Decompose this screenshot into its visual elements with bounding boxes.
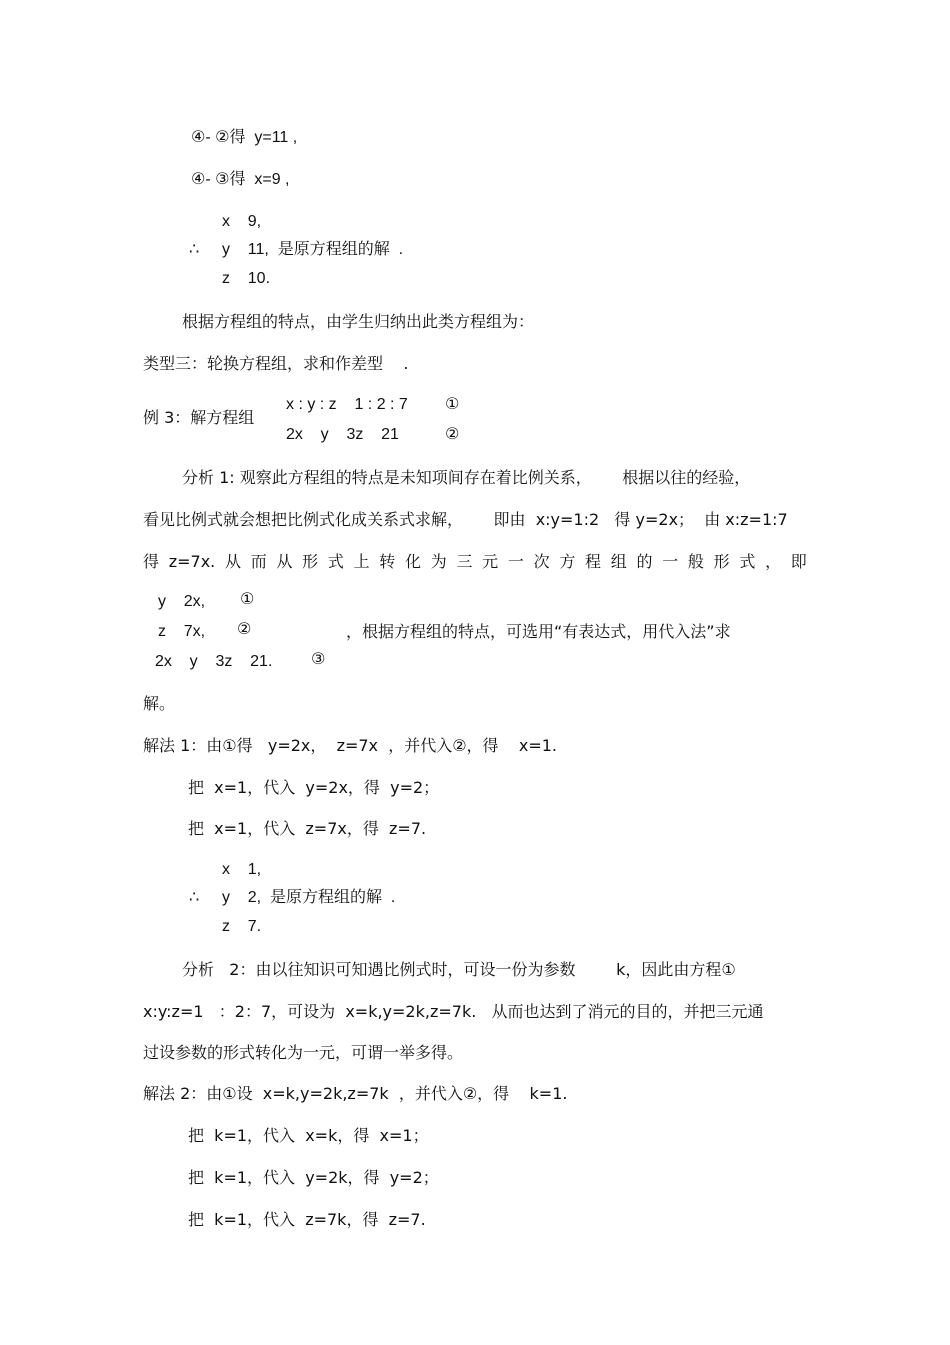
word: 从 [276,552,293,571]
analysis-line: x:y:z=1 ：2：7，可设为 x=k,y=2k,z=7k. 从而也达到了消元的目的，并把三元通 [143,1002,764,1021]
word: ， [765,552,782,571]
word: 形 [713,552,730,571]
solution-z: z 7. [222,918,262,935]
solution-heading: 解法 1：由①得 y=2x， z=7x ，并代入②，得 x=1. [143,736,558,755]
solution-y: y 2, 是原方程组的解 . [222,889,396,906]
equation-line: ④- ②得 y=11 , [191,129,298,146]
word: 一 [507,552,524,571]
equation-mark: ① [445,396,460,413]
therefore-symbol: ∴ [189,241,200,258]
word: 上 [353,552,370,571]
analysis-line: 过设参数的形式转化为一元，可谓一举多得。 [143,1043,464,1062]
word: 即 [790,552,807,571]
solution-step: 把 x=1，代入 y=2x，得 y=2； [188,778,440,797]
example-equation-2: 2x y 3z 21 [286,426,399,443]
word: 从 [224,552,241,571]
solution-heading: 解法 2：由①设 x=k,y=2k,z=7k ，并代入②，得 k=1. [143,1084,568,1103]
type-three-heading: 类型三：轮换方程组，求和作差型 . [143,354,409,373]
word: 为 [430,552,447,571]
analysis-line: 分析 1: 观察此方程组的特点是未知项间存在着比例关系， 根据以往的经验， [182,468,751,487]
solution-x: x 9, [222,213,262,230]
analysis-line: 看见比例式就会想把比例式化成关系式求解， 即由 x:y=1:2 得 y=2x； 由 x:z=1:7 [143,510,788,529]
word: 般 [687,552,704,571]
solution-x: x 1, [222,861,262,878]
system-equation-3: 2x y 3z 21. [155,653,273,670]
word: 转 [379,552,396,571]
word: 的 [636,552,653,571]
solution-step: 把 x=1，代入 z=7x，得 z=7. [188,819,427,838]
analysis-line: 解。 [143,694,176,713]
word: 方 [559,552,576,571]
word: 三 [456,552,473,571]
solution-step: 把 k=1，代入 z=7k，得 z=7. [188,1210,426,1229]
equation-mark: ② [237,621,252,638]
word: 得 [143,552,160,571]
solution-step: 把 k=1，代入 x=k，得 x=1； [188,1126,429,1145]
word: 式 [739,552,756,571]
equation-mark: ② [445,426,460,443]
word: 程 [585,552,602,571]
word: 而 [250,552,267,571]
equation-mark: ③ [311,651,326,668]
solution-step: 把 k=1，代入 y=2k，得 y=2； [188,1168,439,1187]
therefore-symbol: ∴ [189,889,200,906]
analysis-line: 分析 2：由以往知识可知遇比例式时，可设一份为参数 k，因此由方程① [182,960,736,979]
equation-mark: ① [240,591,255,608]
intro-paragraph: 根据方程组的特点，由学生归纳出此类方程组为： [182,312,535,331]
word: 形 [302,552,319,571]
example-equation-1: x : y : z 1 : 2 : 7 [286,396,408,413]
analysis-line: ，根据方程组的特点，可选用“有表达式，用代入法”求 [346,622,731,641]
equation-line: ④- ③得 x=9 , [191,171,290,188]
system-equation-2: z 7x, [158,623,206,640]
word: 化 [405,552,422,571]
solution-z: z 10. [222,270,271,287]
word: z=7x. [168,552,216,571]
word: 次 [533,552,550,571]
word: 元 [482,552,499,571]
word: 组 [610,552,627,571]
example-label: 例 3：解方程组 [143,408,255,427]
analysis-justified-line [143,552,807,572]
system-equation-1: y 2x, [158,593,206,610]
solution-y: y 11, 是原方程组的解 . [222,241,404,258]
word: 一 [662,552,679,571]
word: 式 [327,552,344,571]
